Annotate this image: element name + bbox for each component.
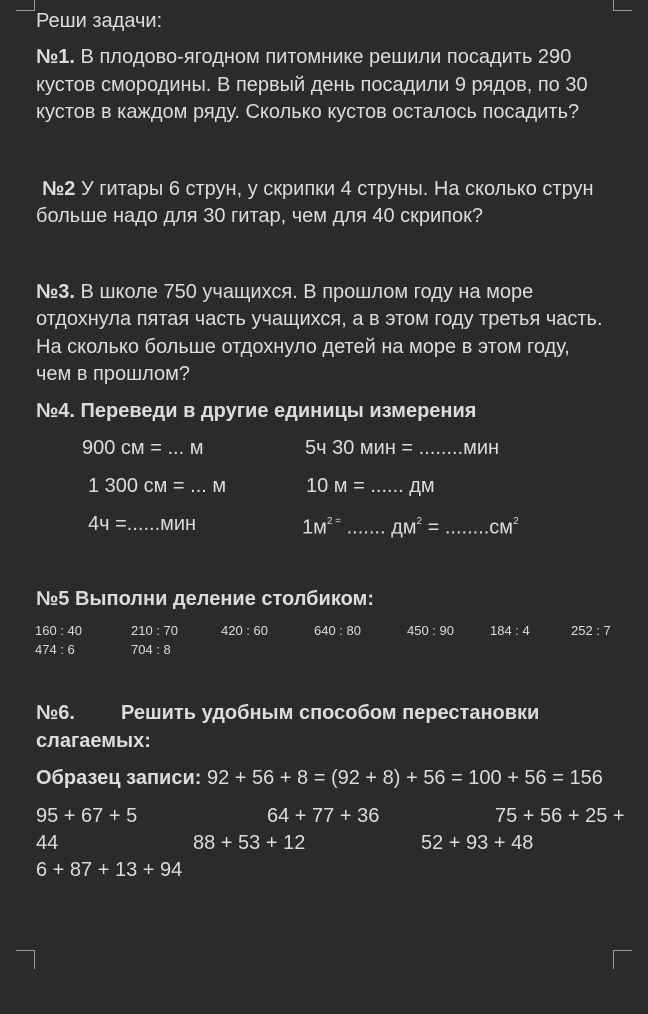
conversion-item: 1 300 см = ... м: [88, 475, 227, 497]
task1-line: кустов смородины. В первый день посадили 9 рядов, по 30: [36, 74, 588, 96]
division-item: 160 : 40: [35, 623, 82, 638]
conversion-item: 5ч 30 мин = ........мин: [305, 437, 500, 459]
task2-line: [42, 176, 594, 202]
task1-text: В плодово-ягодном питомнике решили посадить 290: [74, 46, 572, 68]
sample-line: [36, 765, 603, 791]
task3-line: отдохнула пятая часть учащихся, а в этом году третья часть.: [36, 308, 603, 330]
task3-line: чем в прошлом?: [36, 363, 191, 385]
sum-expression: 64 + 77 + 36: [267, 805, 380, 827]
task1-line: кустов в каждом ряду. Сколько кустов осталось посадить?: [36, 101, 580, 123]
task3-number: №3.: [36, 281, 75, 303]
sample-expression: 92 + 56 + 8 = (92 + 8) + 56 = 100 + 56 = 156: [201, 767, 603, 789]
page-corner-mark: [613, 0, 632, 11]
page-corner-mark: [16, 0, 35, 11]
sample-label: Образец записи:: [36, 767, 202, 789]
task2-line: больше надо для 30 гитар, чем для 40 скрипок?: [36, 205, 484, 227]
page-corner-mark: [16, 950, 35, 969]
task6-number: №6.: [36, 702, 75, 724]
sum-expression: 6 + 87 + 13 + 94: [36, 859, 183, 881]
sum-expression: 75 + 56 + 25 +: [495, 805, 625, 827]
task5-title: №5 Выполни деление столбиком:: [36, 588, 374, 610]
division-item: 704 : 8: [131, 642, 171, 657]
division-item: 640 : 80: [314, 623, 361, 638]
task6-title: Решить удобным способом перестановки: [121, 702, 540, 724]
task6-title-line2: слагаемых:: [36, 730, 151, 752]
division-item: 450 : 90: [407, 623, 454, 638]
task1-line: [36, 44, 571, 70]
division-item: 252 : 7: [571, 623, 611, 638]
division-item: 420 : 60: [221, 623, 268, 638]
task3-line: [36, 279, 533, 305]
task4-title: №4. Переведи в другие единицы измерения: [36, 400, 477, 422]
conversion-item-area: $1м^{2 =}$ ....... $дм^2 = ........см^2$: [302, 516, 519, 539]
task3-text: В школе 750 учащихся. В прошлом году на море: [74, 281, 534, 303]
conversion-item: 4ч =......мин: [88, 513, 197, 535]
division-item: 184 : 4: [490, 623, 530, 638]
page-corner-mark: [613, 950, 632, 969]
page-heading: Реши задачи:: [36, 10, 163, 32]
task2-number: №2: [42, 178, 76, 200]
division-item: 474 : 6: [35, 642, 75, 657]
sum-expression: 44: [36, 832, 59, 854]
task2-text: У гитары 6 струн, у скрипки 4 струны. На сколько струн: [75, 178, 594, 200]
conversion-item: 900 см = ... м: [82, 437, 204, 459]
sum-expression: 52 + 93 + 48: [421, 832, 534, 854]
task1-number: №1.: [36, 46, 75, 68]
sum-expression: 95 + 67 + 5: [36, 805, 138, 827]
task3-line: На сколько больше отдохнуло детей на море в этом году,: [36, 336, 570, 358]
conversion-item: 10 м = ...... дм: [306, 475, 435, 497]
sum-expression: 88 + 53 + 12: [193, 832, 306, 854]
division-item: 210 : 70: [131, 623, 178, 638]
